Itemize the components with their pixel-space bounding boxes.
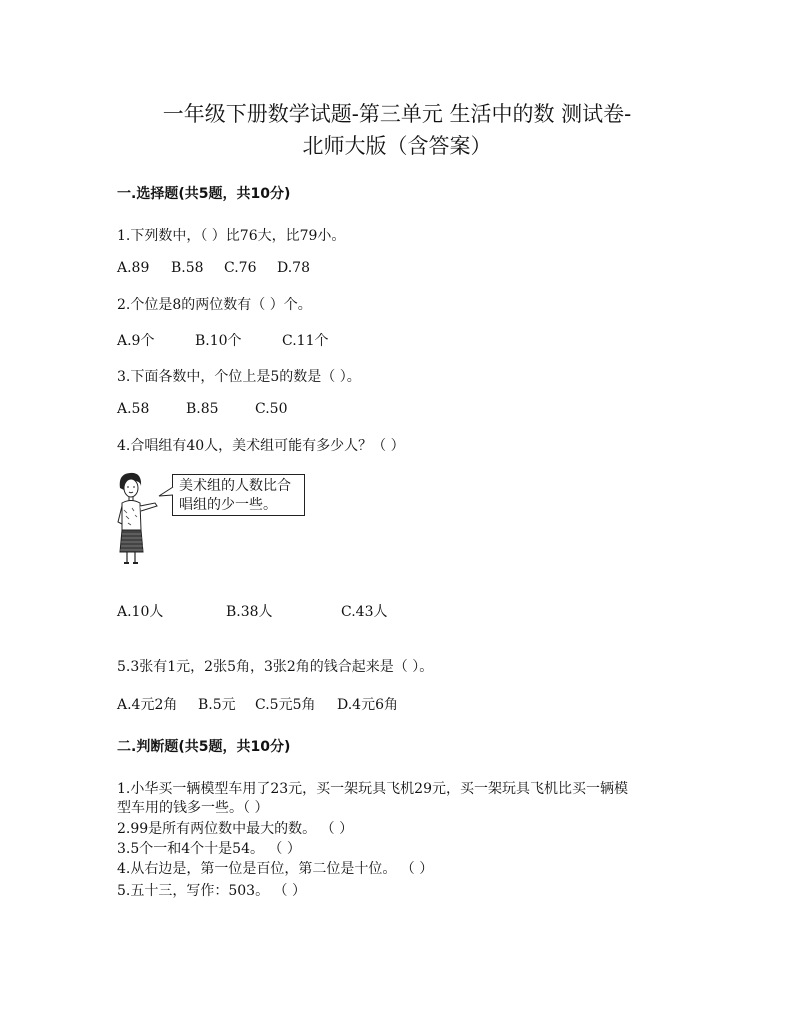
option-1a: A.89 — [117, 260, 150, 276]
option-5b: B.5元 — [198, 697, 236, 713]
option-1b: B.58 — [171, 260, 204, 276]
speech-bubble-line2: 唱组的少一些。 — [179, 497, 277, 513]
speech-bubble-tail — [158, 486, 174, 500]
question-4: 4.合唱组有40人，美术组可能有多少人？（ ） — [117, 438, 405, 454]
speech-bubble-line1: 美术组的人数比合 — [179, 478, 291, 494]
question-2: 2.个位是8的两位数有（ ）个。 — [117, 297, 312, 313]
option-5a: A.4元2角 — [117, 697, 178, 713]
option-5d: D.4元6角 — [337, 697, 398, 713]
section-heading-choice: 一.选择题(共5题，共10分) — [117, 186, 291, 202]
option-3c: C.50 — [255, 401, 288, 417]
section-heading-judge: 二.判断题(共5题，共10分) — [117, 739, 291, 755]
judge-item-3: 3.5个一和4个十是54。 （ ） — [117, 841, 301, 857]
page-title-line2: 北师大版（含答案） — [302, 134, 492, 158]
option-4b: B.38人 — [226, 604, 273, 620]
judge-item-2: 2.99是所有两位数中最大的数。 （ ） — [117, 821, 354, 837]
option-1d: D.78 — [277, 260, 310, 276]
option-4a: A.10人 — [117, 604, 164, 620]
judge-item-5: 5.五十三，写作：503。 （ ） — [117, 883, 306, 899]
judge-item-4: 4.从右边是，第一位是百位，第二位是十位。 （ ） — [117, 861, 434, 877]
speech-bubble — [172, 474, 305, 516]
page-title-line1: 一年级下册数学试题-第三单元 生活中的数 测试卷- — [162, 102, 632, 126]
option-2a: A.9个 — [117, 333, 155, 349]
judge-item-1-line2: 型车用的钱多一些。（ ） — [117, 800, 269, 816]
teacher-figure-image — [110, 470, 180, 566]
question-5: 5.3张有1元，2张5角，3张2角的钱合起来是（ ）。 — [117, 659, 434, 675]
option-2c: C.11个 — [282, 333, 329, 349]
option-3b: B.85 — [186, 401, 219, 417]
option-1c: C.76 — [224, 260, 257, 276]
option-2b: B.10个 — [195, 333, 242, 349]
question-3: 3.下面各数中，个位上是5的数是（ ）。 — [117, 369, 361, 385]
option-4c: C.43人 — [341, 604, 388, 620]
question-1: 1.下列数中，（ ）比76大，比79小。 — [117, 228, 346, 244]
option-3a: A.58 — [117, 401, 150, 417]
judge-item-1-line1: 1.小华买一辆模型车用了23元，买一架玩具飞机29元，买一架玩具飞机比买一辆模 — [117, 781, 628, 797]
option-5c: C.5元5角 — [255, 697, 316, 713]
